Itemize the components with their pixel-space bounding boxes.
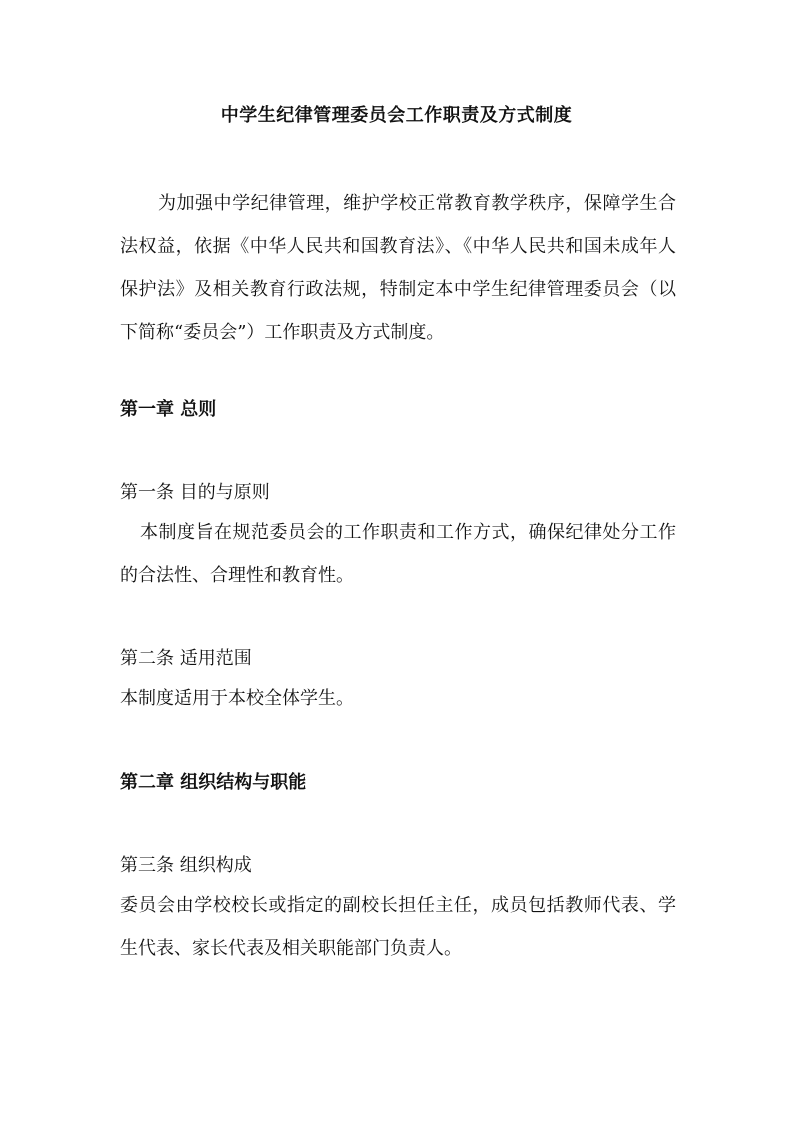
article-1-title: 第一条 目的与原则 — [120, 482, 270, 503]
article-2-title: 第二条 适用范围 — [120, 648, 252, 669]
article-3-title: 第三条 组织构成 — [120, 855, 252, 876]
chapter-1-heading: 第一章 总则 — [120, 399, 217, 420]
article-2-body: 本制度适用于本校全体学生。 — [120, 688, 354, 709]
intro-paragraph: 为加强中学纪律管理，维护学校正常教育教学秩序，保障学生合法权益，依据《中华人民共和国教育法》、《中华人民共和国未成年人保护法》及相关教育行政法规，特制定本中学生纪律管理委员会（以下简称“委员会”）工作职责及方式制度。 — [120, 193, 676, 343]
document-title: 中学生纪律管理委员会工作职责及方式制度 — [220, 105, 573, 126]
article-1-body: 本制度旨在规范委员会的工作职责和工作方式，确保纪律处分工作的合法性、合理性和教育性。 — [120, 522, 676, 586]
chapter-2-heading: 第二章 组织结构与职能 — [120, 772, 307, 793]
article-3-body: 委员会由学校校长或指定的副校长担任主任，成员包括教师代表、学生代表、家长代表及相关职能部门负责人。 — [120, 895, 676, 959]
